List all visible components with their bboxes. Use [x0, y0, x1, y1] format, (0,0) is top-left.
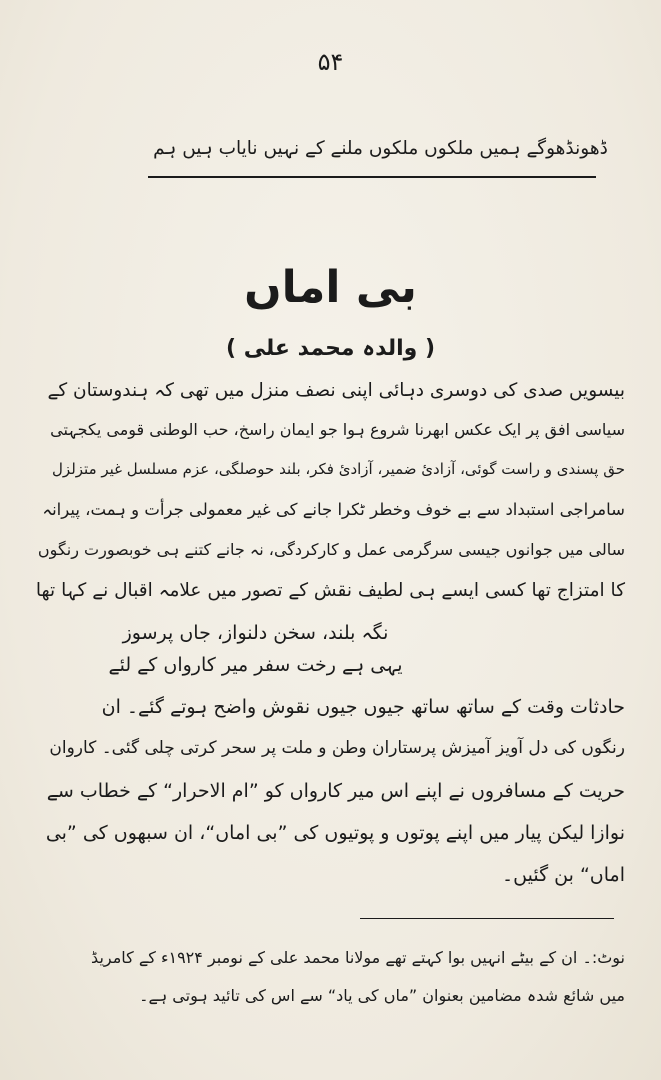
- verse-line: نگہ بلند، سخن دلنواز، جاں پرسوز: [122, 622, 389, 644]
- paragraph-line: حریت کے مسافروں نے اپنے اس میر کارواں کو ”ام الاحرار“ کے خطاب سے: [46, 780, 625, 802]
- header-quote: ڈھونڈھوگے ہمیں ملکوں ملکوں ملنے کے نہیں نایاب ہیں ہم: [153, 138, 608, 159]
- paragraph-line: رنگوں کی دل آویز آمیزش پرستاران وطن و ملت پر سحر کرتی چلی گئی۔ کاروان: [49, 738, 625, 758]
- footnote-line: میں شائع شدہ مضامین بعنوان ”ماں کی یاد“ سے اس کی تائید ہوتی ہے۔: [139, 986, 625, 1005]
- verse-line: یہی ہے رخت سفر میر کارواں کے لئے: [108, 654, 403, 676]
- paragraph-line: حق پسندی و راست گوئی، آزادئ ضمیر، آزادئ فکر، بلند حوصلگی، عزم مسلسل غیر متزلزل: [52, 460, 625, 478]
- footnote-line: نوٹ:۔ ان کے بیٹے انہیں بوا کہتے تھے مولانا محمد علی کے نومبر ۱۹۲۴ء کے کامریڈ: [91, 948, 625, 967]
- paragraph-line: سامراجی استبداد سے بے خوف وخطر ٹکرا جانے کی غیر معمولی جرأت و ہمت، پیرانہ: [42, 500, 625, 519]
- paragraph-line: حادثات وقت کے ساتھ ساتھ جیوں جیوں نقوش واضح ہوتے گئے۔ ان: [101, 696, 625, 718]
- header-divider: [148, 176, 596, 178]
- paragraph-line: بیسویں صدی کی دوسری دہائی اپنی نصف منزل میں تھی کہ ہندوستان کے: [47, 380, 625, 401]
- paragraph-line: کا امتزاج تھا کسی ایسے ہی لطیف نقش کے تصور میں علامہ اقبال نے کہا تھا: [35, 580, 625, 601]
- paragraph-line: سیاسی افق پر ایک عکس ابھرنا شروع ہوا جو ایمان راسخ، حب الوطنی قومی یکجہتی: [50, 420, 625, 439]
- page-number: ۵۴: [317, 48, 344, 76]
- paragraph-line: سالی میں جوانوں جیسی سرگرمی عمل و کارکردگی، نہ جانے کتنے ہی خوبصورت رنگوں: [37, 540, 625, 559]
- footnote-divider: [360, 918, 614, 919]
- chapter-title: بی اماں: [244, 262, 417, 313]
- paragraph-line: نوازا لیکن پیار میں اپنے پوتوں و پوتیوں کی ”بی اماں“، ان سبھوں کی ”بی: [45, 822, 625, 844]
- paragraph-line: اماں“ بن گئیں۔: [502, 864, 625, 886]
- chapter-subtitle: ( والدہ محمد علی ): [225, 336, 436, 361]
